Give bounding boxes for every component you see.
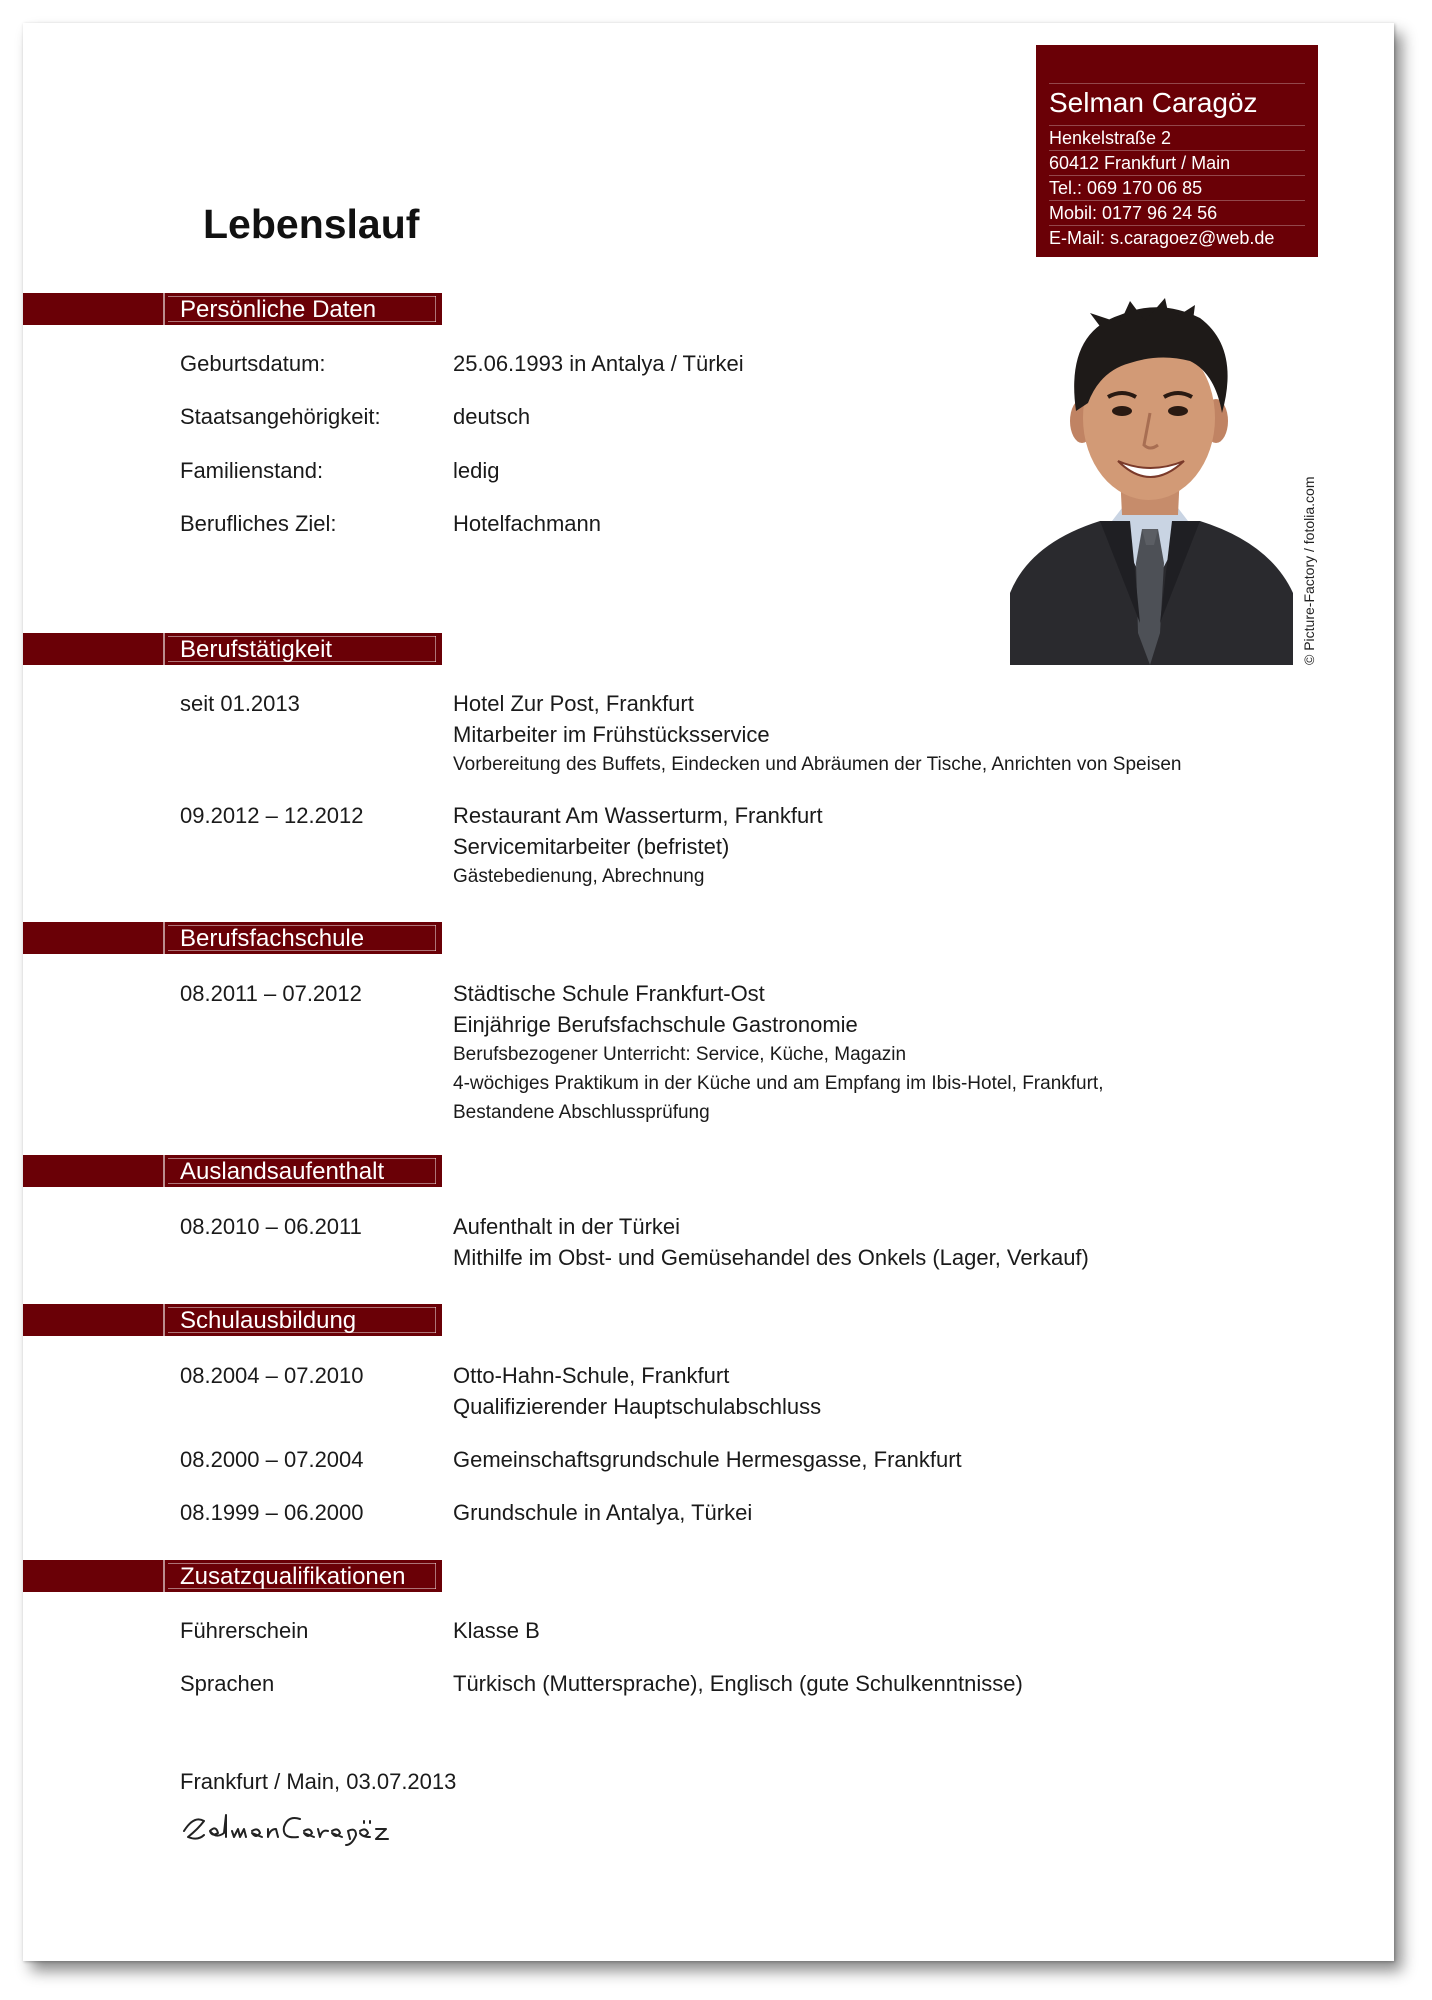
vocational-note: Bestandene Abschlussprüfung	[453, 1102, 710, 1123]
section-title-school: Schulausbildung	[180, 1307, 357, 1334]
school-degree: Qualifizierender Hauptschulabschluss	[453, 1394, 822, 1419]
school-period: 08.2000 – 07.2004	[180, 1447, 364, 1472]
work-role: Mitarbeiter im Frühstücksservice	[453, 722, 770, 747]
contact-rule	[1049, 83, 1305, 84]
cv-page	[23, 23, 1394, 1961]
value-marital-status: ledig	[453, 458, 500, 483]
contact-city: 60412 Frankfurt / Main	[1049, 150, 1305, 175]
value-languages: Türkisch (Muttersprache), Englisch (gute Schulkenntnisse)	[453, 1671, 1023, 1696]
vocational-details	[453, 978, 1104, 1127]
value-nationality: deutsch	[453, 404, 531, 429]
work-employer: Hotel Zur Post, Frankfurt	[453, 691, 694, 716]
label-nationality: Staatsangehörigkeit:	[180, 404, 381, 429]
contact-email: E-Mail: s.caragoez@web.de	[1049, 225, 1305, 250]
label-career-goal: Berufliches Ziel:	[180, 511, 337, 536]
section-header-vocational	[23, 922, 442, 954]
school-details	[453, 1444, 962, 1475]
abroad-activity: Mithilfe im Obst- und Gemüsehandel des Onkels (Lager, Verkauf)	[453, 1245, 1089, 1270]
school-period: 08.2004 – 07.2010	[180, 1363, 364, 1388]
signature	[180, 1801, 500, 1853]
vocational-period: 08.2011 – 07.2012	[180, 981, 362, 1006]
vocational-program: Einjährige Berufsfachschule Gastronomie	[453, 1012, 858, 1037]
section-header-personal	[23, 293, 442, 325]
value-birthdate: 25.06.1993 in Antalya / Türkei	[453, 351, 744, 376]
school-period: 08.1999 – 06.2000	[180, 1500, 364, 1525]
work-employer: Restaurant Am Wasserturm, Frankfurt	[453, 803, 823, 828]
abroad-details	[453, 1211, 1089, 1273]
value-career-goal: Hotelfachmann	[453, 511, 601, 536]
contact-phone: Tel.: 069 170 06 85	[1049, 175, 1305, 200]
contact-mobile: Mobil: 0177 96 24 56	[1049, 200, 1305, 225]
work-role: Servicemitarbeiter (befristet)	[453, 834, 730, 859]
vocational-school: Städtische Schule Frankfurt-Ost	[453, 981, 765, 1006]
abroad-place: Aufenthalt in der Türkei	[453, 1214, 681, 1239]
section-header-school	[23, 1304, 442, 1336]
photo-credit: © Picture-Factory / fotolia.com	[1301, 476, 1317, 665]
school-details	[453, 1497, 752, 1528]
school-name: Grundschule in Antalya, Türkei	[453, 1500, 753, 1525]
section-title-personal: Persönliche Daten	[180, 296, 377, 323]
work-period: 09.2012 – 12.2012	[180, 803, 364, 828]
section-header-work	[23, 633, 442, 665]
section-header-abroad	[23, 1155, 442, 1187]
label-marital-status: Familienstand:	[180, 458, 324, 483]
school-name: Otto-Hahn-Schule, Frankfurt	[453, 1363, 730, 1388]
section-title-work: Berufstätigkeit	[180, 636, 333, 663]
vocational-note: 4-wöchiges Praktikum in der Küche und am Empfang im Ibis-Hotel, Frankfurt,	[453, 1073, 1104, 1094]
work-details	[453, 688, 1181, 779]
vocational-note: Berufsbezogener Unterricht: Service, Küche, Magazin	[453, 1044, 907, 1065]
work-details	[453, 800, 823, 891]
work-period: seit 01.2013	[180, 691, 300, 716]
label-languages: Sprachen	[180, 1671, 275, 1696]
label-birthdate: Geburtsdatum:	[180, 351, 326, 376]
section-header-extra	[23, 1560, 442, 1592]
label-driving-license: Führerschein	[180, 1618, 309, 1643]
page-title: Lebenslauf	[203, 201, 420, 247]
school-details	[453, 1360, 821, 1422]
section-title-abroad: Auslandsaufenthalt	[180, 1158, 385, 1185]
school-name: Gemeinschaftsgrundschule Hermesgasse, Frankfurt	[453, 1447, 962, 1472]
work-description: Gästebedienung, Abrechnung	[453, 866, 705, 887]
contact-street: Henkelstraße 2	[1049, 125, 1305, 150]
work-description: Vorbereitung des Buffets, Eindecken und Abräumen der Tische, Anrichten von Speisen	[453, 754, 1182, 775]
section-title-vocational: Berufsfachschule	[180, 925, 365, 952]
section-title-extra: Zusatzqualifikationen	[180, 1563, 406, 1590]
portrait-photo	[1010, 293, 1293, 665]
value-driving-license: Klasse B	[453, 1618, 540, 1643]
contact-box	[1036, 45, 1318, 257]
place-date: Frankfurt / Main, 03.07.2013	[180, 1769, 457, 1794]
contact-name: Selman Caragöz	[1049, 87, 1258, 118]
portrait-image	[1010, 293, 1293, 665]
abroad-period: 08.2010 – 06.2011	[180, 1214, 362, 1239]
